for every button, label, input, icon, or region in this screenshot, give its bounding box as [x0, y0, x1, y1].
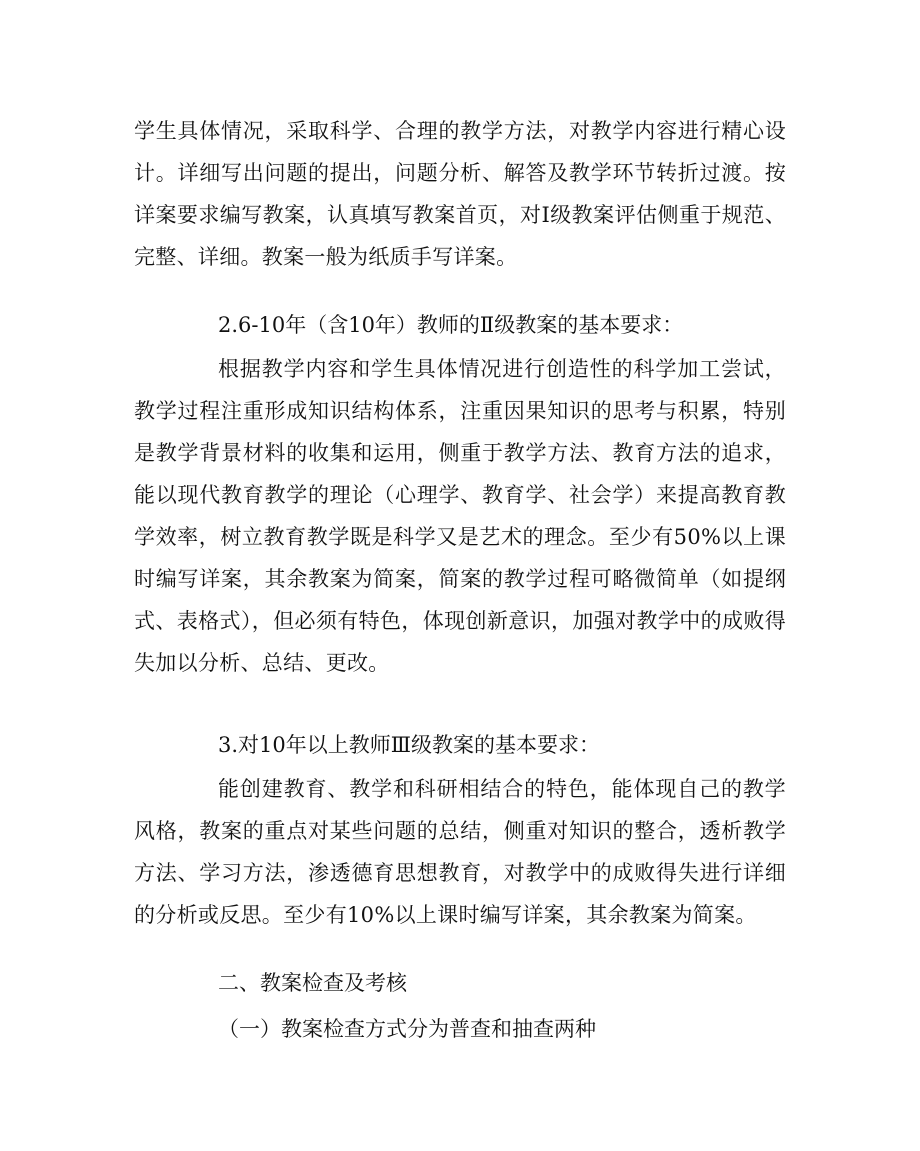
- heading-level3-requirements: 3.对10年以上教师Ⅲ级教案的基本要求：: [218, 733, 601, 757]
- paragraph-level1-requirements: 学生具体情况，采取科学、合理的教学方法，对教学内容进行精心设计。详细写出问题的提出，问题分析、解答及教学环节转折过渡。按详案要求编写教案，认真填写教案首页，对Ⅰ级教案评估侧重于规范、完整、详细。教案一般为纸质手写详案。: [134, 119, 786, 269]
- paragraph-level2-requirements: 根据教学内容和学生具体情况进行创造性的科学加工尝试，教学过程注重形成知识结构体系，注重因果知识的思考与积累，特别是教学背景材料的收集和运用，侧重于教学方法、教育方法的追求，能以现代教育教学的理论（心理学、教育学、社会学）来提高教育教学效率，树立教育教学既是科学又是艺术的理念。至少有50%以上课时编写详案，其余教案为简案，简案的教学过程可略微简单（如提纲式、表格式），但必须有特色，体现创新意识，加强对教学中的成败得失加以分析、总结、更改。: [134, 357, 786, 675]
- subsection-heading-inspection-methods: （一）教案检查方式分为普查和抽查两种: [218, 1017, 596, 1041]
- paragraph-level3-requirements: 能创建教育、教学和科研相结合的特色，能体现自己的教学风格，教案的重点对某些问题的总结，侧重对知识的整合，透析教学方法、学习方法，渗透德育思想教育，对教学中的成败得失进行详细的分析或反思。至少有10%以上课时编写详案，其余教案为简案。: [134, 777, 786, 927]
- section-heading-inspection: 二、教案检查及考核: [218, 971, 407, 995]
- heading-level2-requirements: 2.6-10年（含10年）教师的Ⅱ级教案的基本要求：: [218, 313, 684, 337]
